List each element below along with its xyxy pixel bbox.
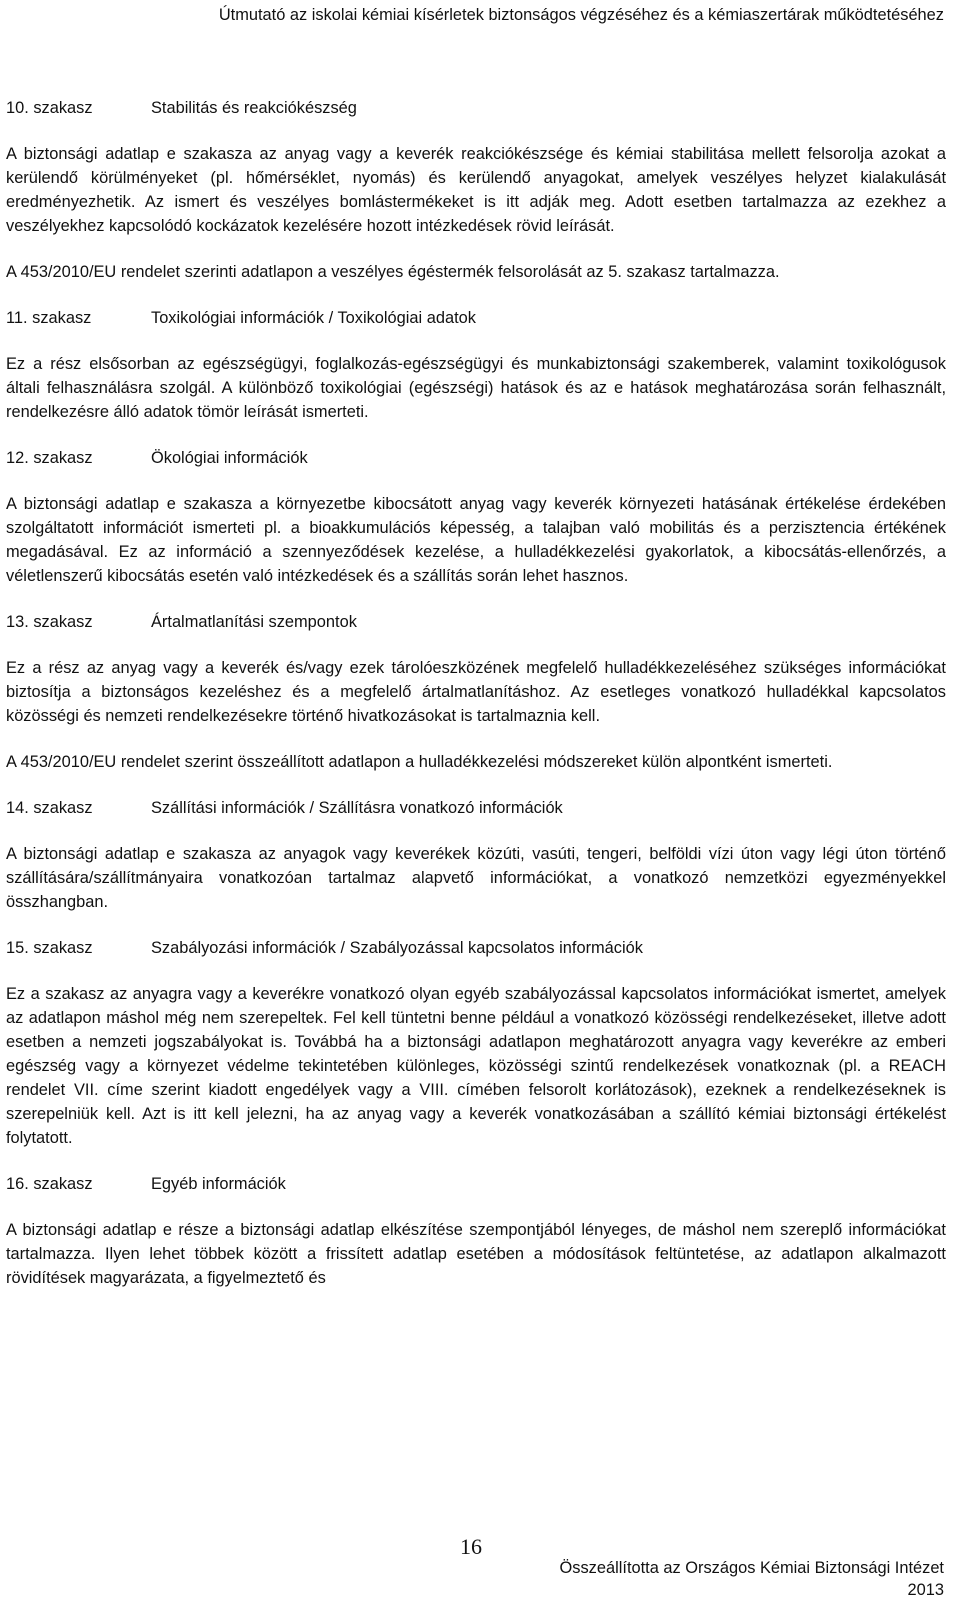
section-number: 10. szakasz (6, 99, 93, 117)
page-number: 16 (460, 1534, 482, 1559)
section-title: Szabályozási információk / Szabályozással kapcsolatos információk (151, 939, 643, 957)
section-title: Toxikológiai információk / Toxikológiai adatok (151, 309, 476, 327)
section-15 (6, 936, 946, 1150)
section-title: Szállítási információk / Szállításra vonatkozó információk (151, 799, 563, 817)
section-number: 15. szakasz (6, 939, 93, 957)
section-heading (6, 1172, 946, 1196)
paragraph: Ez a rész az anyag vagy a keverék és/vagy ezek tárolóeszközének megfelelő hulladékkezeléséhez szükséges információkat biztosítja a biztonságos kezeléshez és a megfelelő ártalmatlanításhoz. Az esetleges vonatkozó hulladékkal kapcsolatos közösségi és nemzeti rendelkezésekre történő hivatkozásokat is tartalmaznia kell. (6, 659, 946, 725)
paragraph: A biztonsági adatlap e szakasza a környezetbe kibocsátott anyag vagy keverék környezeti hatásának értékelése érdekében szolgáltatott információt ismerteti pl. a bioakkumulációs képesség, a talajban való mobilitás és a perzisztencia értékének megadásával. Ez az információ a szennyeződések kezelése, a hulladékkezelési gyakorlatok, a kibocsátás-ellenőrzés, a véletlenszerű kibocsátás esetén való intézkedések és a szállítás során lehet hasznos. (6, 495, 946, 585)
section-title: Egyéb információk (151, 1175, 286, 1193)
paragraph: Ez a rész elsősorban az egészségügyi, foglalkozás-egészségügyi és munkabiztonsági szakemberek, valamint toxikológusok általi felhasználásra szolgál. A különböző toxikológiai (egészségi) hatások és az e hatások meghatározása során felhasznált, rendelkezésre álló adatok tömör leírását ismerteti. (6, 355, 946, 421)
section-14 (6, 796, 946, 914)
section-10 (6, 96, 946, 284)
section-title: Ártalmatlanítási szempontok (151, 613, 357, 631)
footer-year: 2013 (907, 1581, 944, 1599)
paragraph: A biztonsági adatlap e része a biztonsági adatlap elkészítése szempontjából lényeges, de máshol nem szereplő információkat tartalmazza. Ilyen lehet többek között a frissített adatlap esetében a módosítások feltüntetése, az adatlapon alkalmazott rövidítések magyarázata, a figyelmeztető és (6, 1221, 946, 1287)
section-number: 11. szakasz (6, 309, 92, 327)
paragraph: A biztonsági adatlap e szakasza az anyag vagy a keverék reakciókészsége és kémiai stabilitása mellett felsorolja azokat a kerülendő körülményeket (pl. hőmérséklet, nyomás) és kerülendő anyagokat, amelyek veszélyes helyzet kialakulását eredményezhetik. Az ismert és veszélyes bomlástermékeket is itt adják meg. Adott esetben tartalmazza az ezekhez a veszélyekhez kapcsolódó kockázatok kezelésére hozott intézkedések rövid leírását. (6, 145, 946, 235)
running-header: Útmutató az iskolai kémiai kísérletek biztonságos végzéséhez és a kémiaszertárak működtetéséhez (218, 6, 944, 24)
section-13 (6, 610, 946, 774)
footer-credit: Összeállította az Országos Kémiai Biztonsági Intézet (559, 1559, 944, 1577)
section-heading (6, 446, 946, 470)
paragraph: Ez a szakasz az anyagra vagy a keverékre vonatkozó olyan egyéb szabályozással kapcsolatos információkat ismertet, amelyek az adatlapon máshol még nem szerepeltek. Fel kell tüntetni benne például a vonatkozó közösségi rendelkezéseket, illetve adott esetben a nemzeti jogszabályokat is. Továbbá ha a biztonsági adatlapon meghatározott anyagra vagy keverékre az emberi egészség vagy a környezet védelme tekintetében különleges, közösségi szintű rendelkezések vonatkoznak (pl. a REACH rendelet VII. címe szerint kiadott engedélyek vagy a VIII. címében felsorolt korlátozások), ezeknek a rendelkezéseknek is szerepelniük kell. Azt is itt kell jelezni, ha az anyag vagy a keverék vonatkozásában a szállító kémiai biztonsági értékelést folytatott. (6, 985, 946, 1147)
section-number: 14. szakasz (6, 799, 93, 817)
section-number: 16. szakasz (6, 1175, 93, 1193)
paragraph: A 453/2010/EU rendelet szerinti adatlapon a veszélyes égéstermék felsorolását az 5. szakasz tartalmazza. (6, 263, 780, 281)
section-heading (6, 610, 946, 634)
section-heading (6, 796, 946, 820)
section-heading (6, 96, 946, 120)
paragraph: A 453/2010/EU rendelet szerint összeállított adatlapon a hulladékkezelési módszereket külön alpontként ismerteti. (6, 753, 833, 771)
section-16 (6, 1172, 946, 1290)
section-title: Ökológiai információk (151, 449, 308, 467)
section-heading (6, 306, 946, 330)
section-title: Stabilitás és reakciókészség (151, 99, 357, 117)
section-12 (6, 446, 946, 588)
document-body (6, 96, 946, 1312)
section-11 (6, 306, 946, 424)
section-heading (6, 936, 946, 960)
section-number: 12. szakasz (6, 449, 93, 467)
section-number: 13. szakasz (6, 613, 93, 631)
paragraph: A biztonsági adatlap e szakasza az anyagok vagy keverékek közúti, vasúti, tengeri, belföldi vízi úton vagy légi úton történő szállítására/szállítmányaira vonatkozóan tartalmaz alapvető információkat, a vonatkozó nemzetközi egyezményekkel összhangban. (6, 845, 946, 911)
